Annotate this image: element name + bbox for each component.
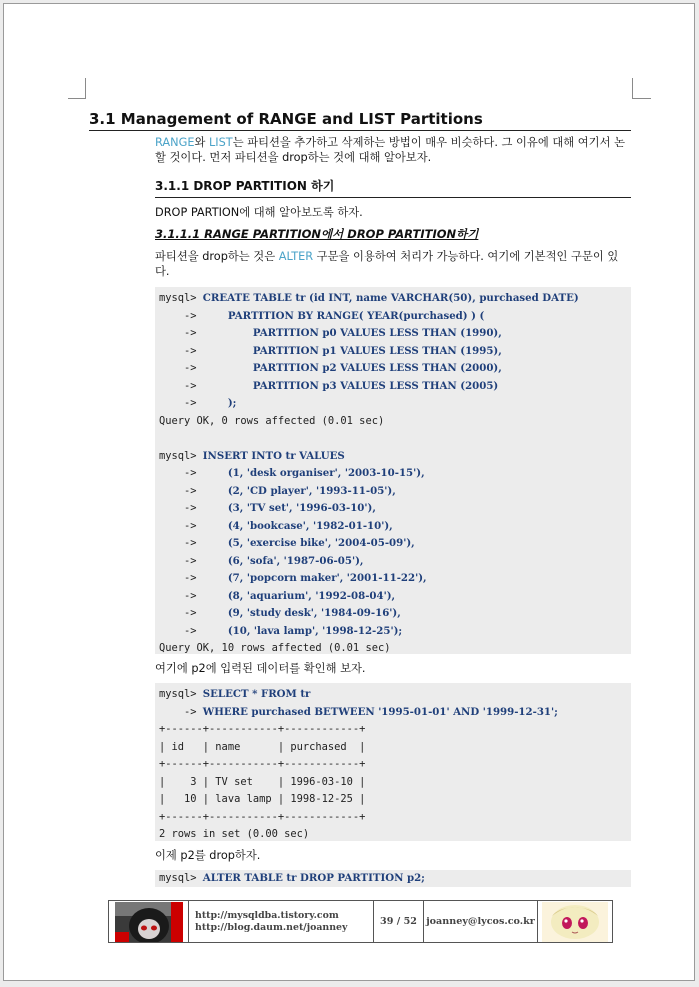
code-statement: );	[227, 397, 237, 409]
code-statement: PARTITION p1 VALUES LESS THAN (1995),	[252, 344, 502, 357]
code-line	[159, 308, 631, 326]
code-line	[159, 588, 631, 606]
code-line	[159, 483, 631, 501]
code-statement: (4, 'bookcase', '1982-01-10'),	[227, 519, 393, 532]
code-statement: (3, 'TV set', '1996-03-10'),	[227, 502, 376, 514]
intro-text-1: 와	[194, 136, 209, 149]
code-prompt: ->	[159, 502, 228, 514]
code-statement: (2, 'CD player', '1993-11-05'),	[227, 484, 396, 497]
code-line	[159, 535, 631, 553]
code-prompt: ->	[159, 589, 228, 602]
code-prompt: ->	[159, 362, 253, 374]
code-prompt: 2 rows in set (0.00 sec)	[159, 828, 310, 840]
code-line	[159, 791, 631, 809]
keyword-alter: ALTER	[278, 250, 314, 263]
code-prompt: ->	[159, 379, 253, 392]
code-line	[159, 640, 631, 658]
crop-mark-right-horizontal	[632, 98, 651, 99]
code-statement: ALTER TABLE tr DROP PARTITION p2;	[202, 872, 425, 884]
code-block-select	[155, 683, 631, 841]
code-prompt: ->	[159, 344, 253, 357]
keyword-range: RANGE	[155, 136, 195, 149]
alter-intro-paragraph	[155, 249, 631, 279]
subsubsection-heading: 3.1.1.1 RANGE PARTITION에서 DROP PARTITION하기	[155, 227, 479, 241]
code-prompt: +------+-----------+------------+	[159, 810, 366, 823]
code-statement: (8, 'aquarium', '1992-08-04'),	[227, 589, 396, 602]
crop-mark-right	[632, 78, 633, 99]
code-line	[159, 395, 631, 413]
author-avatar-right	[538, 901, 612, 942]
page-footer	[108, 900, 613, 943]
code-prompt: ->	[159, 519, 228, 532]
code-prompt: ->	[159, 624, 228, 637]
code-line	[159, 704, 631, 722]
code-line	[159, 756, 631, 774]
code-line	[159, 430, 631, 448]
code-line	[159, 826, 631, 844]
code-prompt: Query OK, 0 rows affected (0.01 sec)	[159, 414, 385, 427]
crop-mark-left	[85, 78, 86, 99]
drop-p2-text: 이제 p2를 drop하자.	[155, 849, 261, 862]
code-prompt: ->	[159, 327, 253, 339]
code-block-alter	[155, 870, 631, 887]
page-number: 39 / 52	[374, 901, 424, 942]
code-prompt: ->	[159, 607, 228, 619]
code-line	[159, 325, 631, 343]
code-prompt: ->	[159, 537, 228, 549]
avatar-dark-character-image	[115, 902, 183, 942]
code-prompt: ->	[159, 484, 228, 497]
code-line	[159, 774, 631, 792]
code-line	[159, 721, 631, 739]
code-prompt: +------+-----------+------------+	[159, 723, 366, 735]
code-statement: WHERE purchased BETWEEN '1995-01-01' AND '1999-12-31';	[202, 705, 558, 718]
code-line	[159, 623, 631, 641]
code-statement: (7, 'popcorn maker', '2001-11-22'),	[227, 572, 427, 584]
code-statement: PARTITION p0 VALUES LESS THAN (1990),	[252, 327, 502, 339]
code-line	[159, 605, 631, 623]
drop-intro-text: DROP PARTION에 대해 알아보도록 하자.	[155, 206, 363, 219]
code-line	[159, 413, 631, 431]
code-prompt: +------+-----------+------------+	[159, 758, 366, 770]
check-p2-text: 여기에 p2에 입력된 데이터를 확인해 보자.	[155, 662, 366, 675]
code-prompt: ->	[159, 572, 228, 584]
code-statement: PARTITION BY RANGE( YEAR(purchased) ) (	[227, 309, 485, 322]
subsection-heading: 3.1.1 DROP PARTITION 하기	[155, 176, 631, 198]
code-prompt: mysql>	[159, 688, 203, 700]
avatar-cute-character-image	[542, 902, 608, 942]
code-prompt: ->	[159, 309, 228, 322]
code-line	[159, 809, 631, 827]
code-statement: (6, 'sofa', '1987-06-05'),	[227, 554, 364, 567]
code-prompt: ->	[159, 554, 228, 567]
code-line	[159, 360, 631, 378]
author-avatar-left	[109, 901, 189, 942]
code-line	[159, 518, 631, 536]
code-prompt: mysql>	[159, 872, 203, 884]
code-prompt: mysql>	[159, 292, 203, 304]
code-line	[159, 378, 631, 396]
code-prompt: | 3 | TV set | 1996-03-10 |	[159, 775, 366, 788]
code-prompt: | id | name | purchased |	[159, 740, 366, 753]
footer-url-tistory[interactable]: http://mysqldba.tistory.com	[195, 909, 339, 921]
code-statement: PARTITION p3 VALUES LESS THAN (2005)	[252, 379, 499, 392]
intro-text-2: 는 파티션을 추가하고 삭제하는 방법이 매우 비슷하다. 그 이유에 대해 여기서 논할 것이다. 먼저 파티션을 drop하는 것에 대해 알아보자.	[155, 136, 625, 164]
code-prompt: ->	[159, 397, 228, 409]
intro-paragraph	[155, 135, 631, 165]
code-line	[159, 570, 631, 588]
footer-urls	[189, 901, 374, 942]
code-line	[159, 290, 631, 308]
code-block-create-insert	[155, 287, 631, 654]
footer-email[interactable]: joanney@lycos.co.kr	[424, 901, 538, 942]
code-prompt: Query OK, 10 rows affected (0.01 sec)	[159, 642, 391, 654]
code-statement: PARTITION p2 VALUES LESS THAN (2000),	[252, 362, 502, 374]
code-line	[159, 343, 631, 361]
alter-text-2: 구문을 이용하여 처리가 가능하다. 여기에 기본적인 구문이 있다.	[155, 250, 619, 278]
code-line	[159, 465, 631, 483]
keyword-list: LIST	[208, 136, 233, 149]
code-statement: CREATE TABLE tr (id INT, name VARCHAR(50), purchased DATE)	[202, 292, 579, 304]
code-line	[159, 553, 631, 571]
code-prompt: ->	[159, 467, 228, 479]
code-prompt: | 10 | lava lamp | 1998-12-25 |	[159, 793, 366, 805]
code-statement: (10, 'lava lamp', '1998-12-25');	[227, 624, 403, 637]
code-statement: INSERT INTO tr VALUES	[202, 449, 345, 462]
code-statement: SELECT * FROM tr	[202, 688, 311, 700]
alter-text-1: 파티션을 drop하는 것은	[155, 250, 279, 263]
code-statement: (9, 'study desk', '1984-09-16'),	[227, 607, 401, 619]
crop-mark-left-horizontal	[68, 98, 86, 99]
code-line	[159, 448, 631, 466]
footer-url-daum[interactable]: http://blog.daum.net/joanney	[195, 921, 348, 933]
code-prompt: ->	[159, 705, 203, 718]
code-line	[159, 500, 631, 518]
code-line	[159, 739, 631, 757]
code-line	[159, 686, 631, 704]
code-statement: (5, 'exercise bike', '2004-05-09'),	[227, 537, 415, 549]
code-statement: (1, 'desk organiser', '2003-10-15'),	[227, 467, 425, 479]
code-prompt: mysql>	[159, 449, 203, 462]
code-line	[159, 870, 631, 888]
section-heading: 3.1 Management of RANGE and LIST Partitions	[89, 108, 631, 131]
